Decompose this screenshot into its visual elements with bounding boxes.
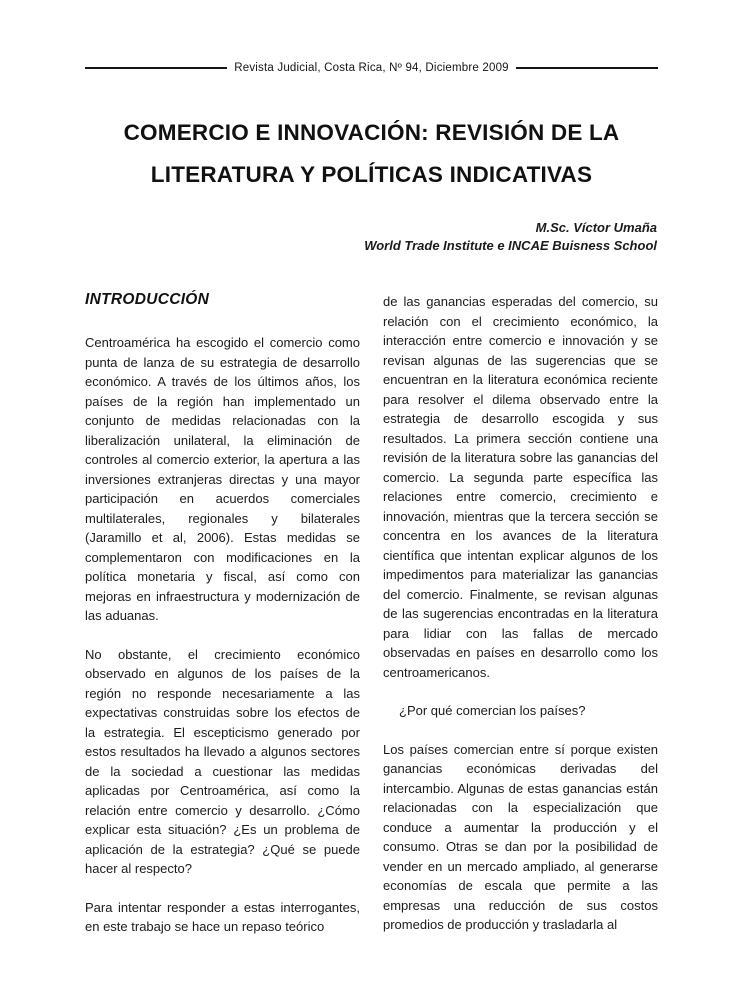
article-body — [85, 291, 658, 956]
journal-header-text: Revista Judicial, Costa Rica, Nº 94, Diciembre 2009 — [234, 62, 509, 74]
page-header — [85, 62, 658, 74]
left-column — [85, 291, 360, 956]
left-paragraph-3: Para intentar responder a estas interrogantes, en este trabajo se hace un repaso teórico — [85, 899, 360, 934]
header-rule-left — [85, 67, 227, 69]
author-name: M.Sc. Víctor Umaña — [535, 220, 657, 235]
section-heading-introduccion: INTRODUCCIÓN — [85, 291, 210, 308]
byline — [364, 219, 657, 255]
section-question: ¿Por qué comercian los países? — [399, 703, 586, 718]
left-paragraph-1: Centroamérica ha escogido el comercio como punta de lanza de su estrategia de desarrollo económico. A través de los últimos años, los países de la región han implementado un conjunto de medidas relacionadas con la liberalización unilateral, la eliminación de controles al comercio exterior, la apertura a las inversiones extranjeras directas y una mayor participación en acuerdos comerciales multilaterales, regionales y bilaterales (Jaramillo et al, 2006). Estas medidas se complementaron con modificaciones en la política monetaria y fiscal, así como con mejoras en infraestructura y modernización de las aduanas. — [85, 335, 360, 623]
right-column — [383, 291, 658, 956]
author-affiliation: World Trade Institute e INCAE Buisness School — [364, 238, 657, 253]
article-title: COMERCIO E INNOVACIÓN: REVISIÓN DE LA LITERATURA Y POLÍTICAS INDICATIVAS — [123, 120, 620, 187]
right-paragraph-1: de las ganancias esperadas del comercio, su relación con el crecimiento económico, la interacción entre comercio e innovación y se revisan algunas de las sugerencias que se encuentran en la literatura económica reciente para resolver el dilema observado entre la estrategia de desarrollo escogida y sus resultados. La primera sección contiene una revisión de la literatura sobre las ganancias del comercio. La segunda parte específica las relaciones entre comercio, crecimiento e innovación, mientras que la tercera sección se concentra en los avances de la literatura científica que intentan explicar algunos de los impedimentos para materializar las ganancias del comercio. Finalmente, se revisan algunas de las sugerencias encontradas en la literatura para lidiar con las fallas de mercado observadas en países en desarrollo como los centroamericanos. — [383, 294, 658, 680]
right-paragraph-2: Los países comercian entre sí porque existen ganancias económicas derivadas del intercambio. Algunas de estas ganancias están relacionadas con la especialización que conduce a aumentar la producción y el consumo. Otras se dan por la posibilidad de vender en un mercado ampliado, al generarse economías de escala que permite a las empresas una reducción de sus costos promedios de producción y trasladarla al — [383, 741, 658, 932]
left-paragraph-2: No obstante, el crecimiento económico observado en algunos de los países de la región no responde necesariamente a las expectativas construidas sobre los efectos de la estrategia. El escepticismo generado por estos resultados ha llevado a algunos sectores de la sociedad a cuestionar las medidas aplicadas por Centroamérica, así como la relación entre comercio y desarrollo. ¿Cómo explicar esta situación? ¿Es un problema de aplicación de la estrategia? ¿Qué se puede hacer al respecto? — [85, 646, 360, 876]
header-rule-right — [516, 67, 658, 69]
